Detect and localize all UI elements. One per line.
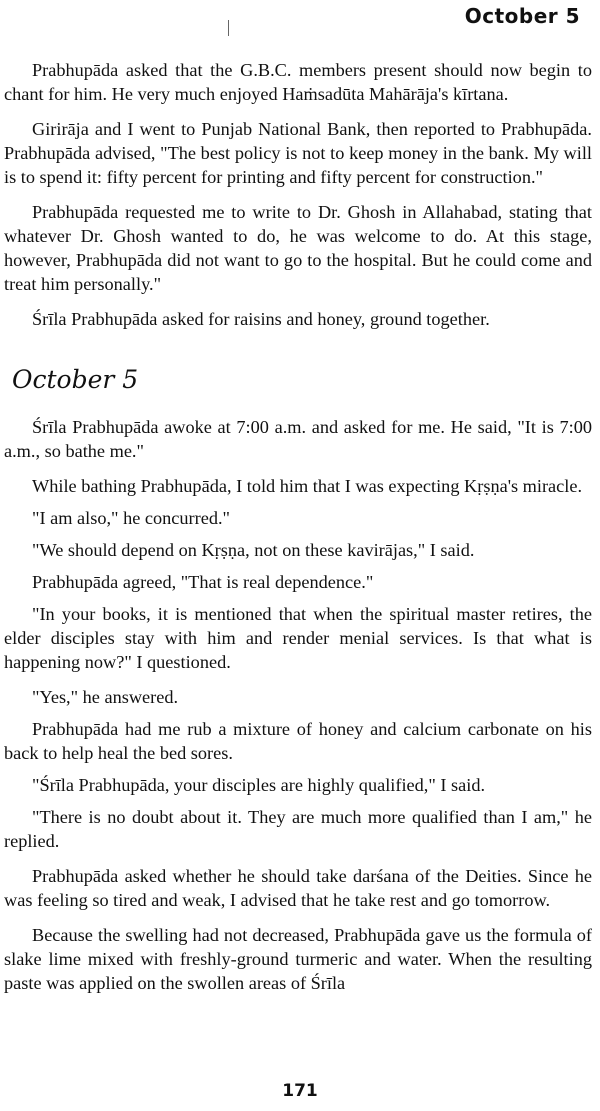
paragraph: "I am also," he concurred." — [32, 508, 231, 528]
paragraph: Śrīla Prabhupāda asked for raisins and honey, ground together. — [32, 309, 490, 329]
paragraph: Prabhupāda requested me to write to Dr. Ghosh in Allahabad, stating that whatever Dr. Ghosh wanted to do, he was welcome to do. At this stage, however, Prabhupāda did not want to go to the hospital. But he could come and treat him personally." — [4, 202, 592, 294]
running-header: October 5 — [464, 4, 580, 28]
section-heading: October 5 — [12, 365, 139, 394]
paragraph: Because the swelling had not decreased, Prabhupāda gave us the formula of slake lime mixed with freshly-ground turmeric and water. When the resulting paste was applied on the swollen areas of Śrīla — [4, 925, 592, 993]
paragraph: "We should depend on Kṛṣṇa, not on these kavirājas," I said. — [32, 540, 475, 560]
page-number: 171 — [282, 1081, 318, 1101]
paragraph: "There is no doubt about it. They are much more qualified than I am," he replied. — [4, 807, 592, 851]
paragraph: Prabhupāda had me rub a mixture of honey and calcium carbonate on his back to help heal the bed sores. — [4, 719, 592, 763]
paragraph: Prabhupāda asked that the G.B.C. members present should now begin to chant for him. He very much enjoyed Haṁsadūta Mahārāja's kīrtana. — [4, 60, 592, 104]
print-mark — [228, 20, 229, 36]
page-body — [4, 58, 592, 1006]
paragraph: While bathing Prabhupāda, I told him that I was expecting Kṛṣṇa's miracle. — [32, 476, 583, 496]
paragraph: Prabhupāda asked whether he should take darśana of the Deities. Since he was feeling so tired and weak, I advised that he take rest and go tomorrow. — [4, 866, 592, 910]
paragraph: Girirāja and I went to Punjab National Bank, then reported to Prabhupāda. Prabhupāda advised, "The best policy is not to keep money in the bank. My will is to spend it: fifty percent for printing and fifty percent for construction." — [4, 119, 592, 187]
paragraph: "Śrīla Prabhupāda, your disciples are highly qualified," I said. — [32, 775, 486, 795]
paragraph: Śrīla Prabhupāda awoke at 7:00 a.m. and asked for me. He said, "It is 7:00 a.m., so bathe me." — [4, 417, 592, 461]
paragraph: "Yes," he answered. — [32, 687, 179, 707]
paragraph: "In your books, it is mentioned that when the spiritual master retires, the elder disciples stay with him and render menial services. Is that what is happening now?" I questioned. — [4, 604, 592, 672]
paragraph: Prabhupāda agreed, "That is real dependence." — [32, 572, 374, 592]
